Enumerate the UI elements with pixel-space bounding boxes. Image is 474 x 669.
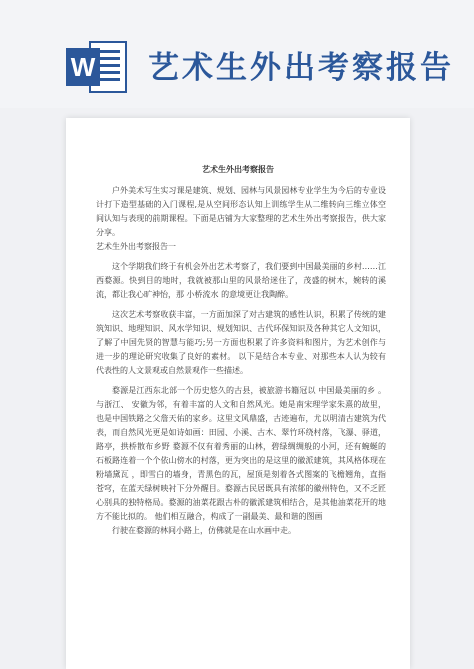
paragraph-intro: 户外美术写生实习课是建筑、规划、园林与风景园林专业学生为今后的专业设计打下造型基础的入门课程,是从空间形态认知上训练学生从二维转向三维立体空间认知与表现的前期课程。下面是店铺为大家整理的艺术生外出考察报告，供大家分享。 — [96, 186, 386, 237]
paragraph-subheading: 艺术生外出考察报告一 — [96, 242, 176, 251]
word-icon-letter: W — [70, 52, 96, 82]
paragraph-closing: 行驶在婺源的林间小路上，仿佛就是在山水画中走。 — [112, 526, 296, 535]
paragraph-wuyuan: 婺源是江西东北部一个历史悠久的古县，被旅游书籍冠以 中国最美丽的乡 。与浙江、 安徽为邻，有着丰富的人文和自然风光。她是南宋理学家朱熹的故里，也是中国铁路之父詹天佑的家乡。这里文风鼎盛，古迹遍布，尤以明清古建筑为代表，而自然风光更是如诗如画：田园、小溪、古木、翠竹环绕村落，飞瀑、驿道，路亭，拱桥散布乡野 婺源不仅有着秀丽的山林，碧绿绸绸般的小河，还有蜿蜒的石板路连着一个个依山傍水的村落，更为突出的是这里的徽派建筑，其风格体现在 粉墙黛瓦 ，即雪白的墙身，青黑色的瓦，屋顶是刻着各式图案的飞檐翘角，直指苍穹，在蓝天绿树映衬下分外醒目。婺源古民居既具有浓郁的徽州特色，又不乏匠心别具的独特格局。婺源的油菜花跟古朴的徽派建筑相结合，是其他油菜花开的地方不能比拟的。 他们相互融合，构成了一副最美、最和谐的图画 — [96, 386, 386, 521]
document-page — [66, 118, 410, 669]
document-title: 艺术生外出考察报告 — [202, 165, 274, 174]
word-icon — [64, 38, 130, 96]
header-title: 艺术生外出考察报告 — [148, 50, 454, 86]
paragraph-harvest: 这次艺术考察收获丰富，一方面加深了对古建筑的感性认识，积累了传统的建筑知识、地理知识、风水学知识、规划知识、古代环保知识及各种其它人文知识，了解了中国先贤的智慧与能巧;另一方面也积累了许多资料和图片，为艺术创作与进一步的理论研究收集了良好的素材。 以下是结合本专业、对那些本人认为较有代表性的人文景观或自然景观作一些描述。 — [96, 310, 386, 375]
header-banner — [0, 0, 474, 108]
document-body — [96, 184, 386, 538]
paragraph-arrival: 这个学期我们终于有机会外出艺术考察了，我们要到中国最美丽的乡村……江西婺源。快到目的地时，我就被那山里的风景给迷住了，茂盛的树木，婉转的溪流，都让我心旷神怡，那 小桥流水 的意境更让我陶醉。 — [96, 262, 386, 299]
